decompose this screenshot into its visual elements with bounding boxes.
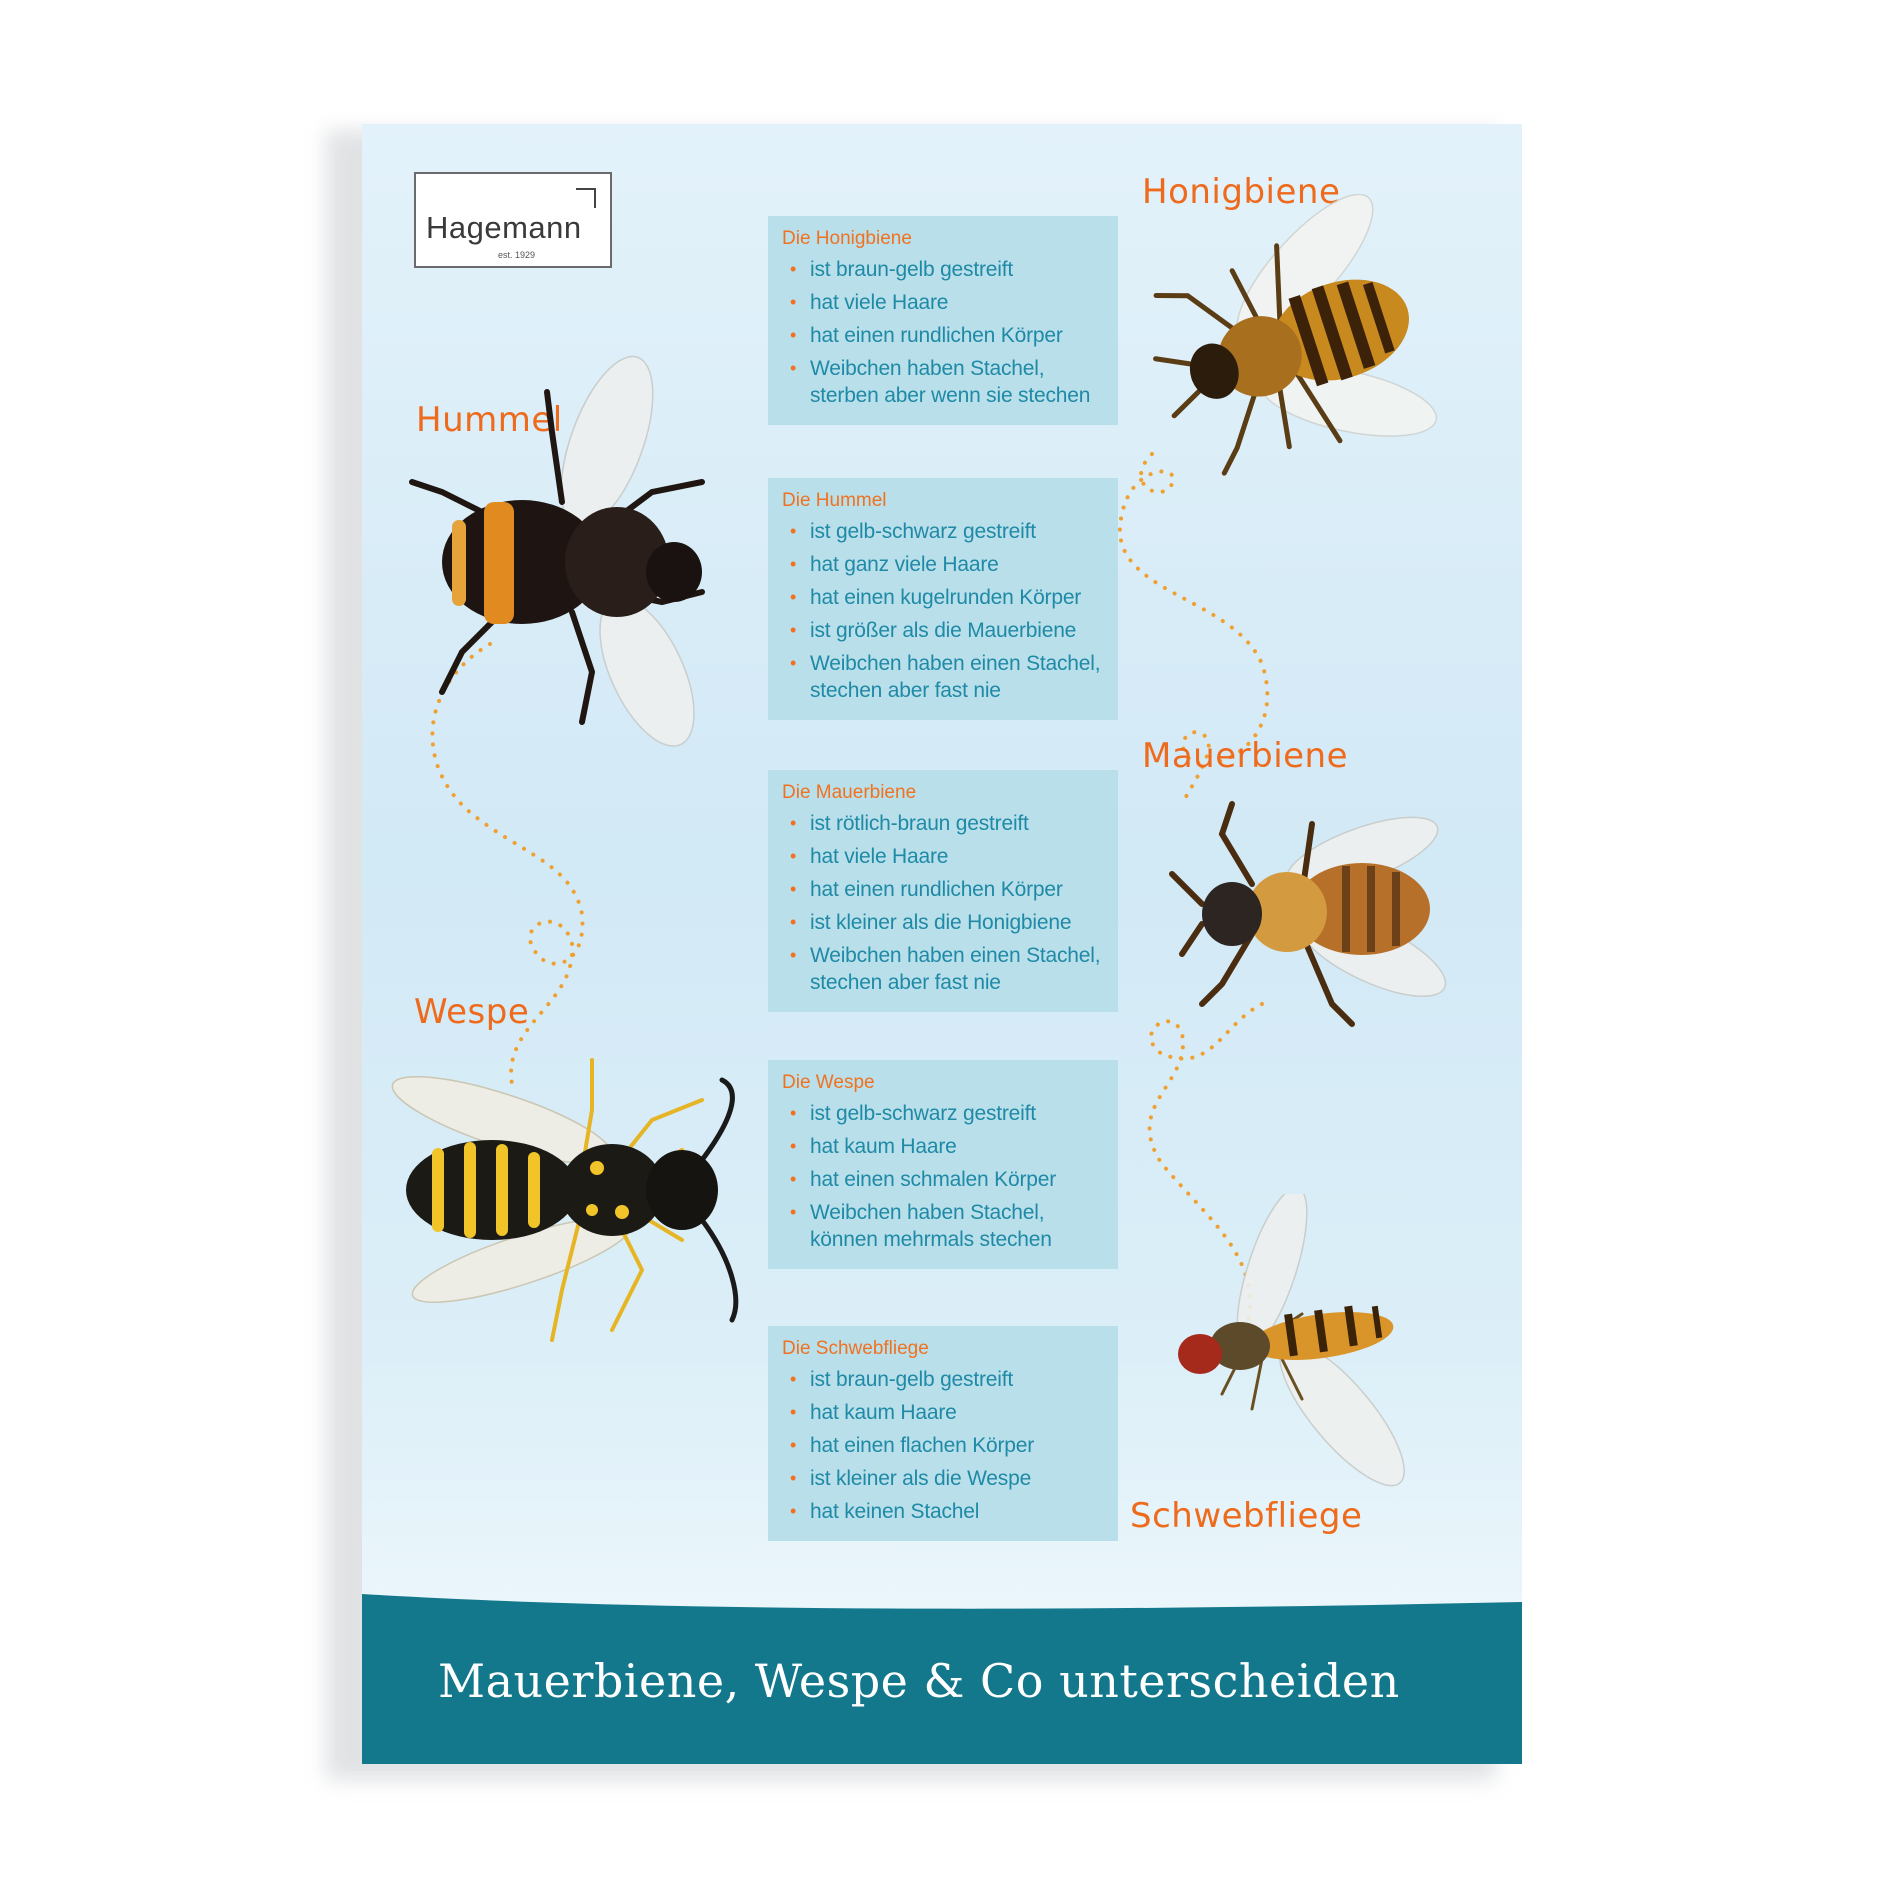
card-item: • hat einen rundlichen Körper <box>782 876 1104 903</box>
card-wespe <box>768 1060 1118 1269</box>
hagemann-logo <box>414 172 612 268</box>
poster <box>362 124 1522 1764</box>
wespe-image <box>382 1040 762 1370</box>
card-item: • hat ganz viele Haare <box>782 551 1104 578</box>
card-item: • hat keinen Stachel <box>782 1498 1104 1525</box>
card-title: Die Honigbiene <box>782 228 912 249</box>
label-schwebfliege: Schwebfliege <box>1130 1496 1363 1536</box>
card-item: • hat einen kugelrunden Körper <box>782 584 1104 611</box>
poster-title: Mauerbiene, Wespe & Co unterscheiden <box>438 1654 1400 1708</box>
card-item: • ist größer als die Mauerbiene <box>782 617 1104 644</box>
hummel-image <box>402 352 742 772</box>
card-item: • hat kaum Haare <box>782 1399 1104 1426</box>
card-item: • ist gelb-schwarz gestreift <box>782 518 1104 545</box>
mauerbiene-image <box>1162 784 1462 1044</box>
card-item: • ist kleiner als die Honigbiene <box>782 909 1104 936</box>
logo-name: Hagemann <box>426 210 582 245</box>
card-item: • Weibchen haben Stachel, können mehrmals stechen <box>782 1199 1104 1253</box>
card-title: Die Mauerbiene <box>782 782 917 803</box>
card-item: • hat einen flachen Körper <box>782 1432 1104 1459</box>
logo-est: est. 1929 <box>498 250 536 260</box>
card-item: • hat viele Haare <box>782 843 1104 870</box>
card-item: • ist rötlich-braun gestreift <box>782 810 1104 837</box>
card-item: • Weibchen haben Stachel, sterben aber wenn sie stechen <box>782 355 1104 409</box>
card-title: Die Schwebfliege <box>782 1338 929 1359</box>
card-honigbiene <box>768 216 1118 425</box>
card-item: • hat einen rundlichen Körper <box>782 322 1104 349</box>
card-mauerbiene <box>768 770 1118 1012</box>
card-item: • Weibchen haben einen Stachel, stechen aber fast nie <box>782 942 1104 996</box>
card-item: • ist braun-gelb gestreift <box>782 1366 1104 1393</box>
card-schwebfliege <box>768 1326 1118 1541</box>
card-item: • Weibchen haben einen Stachel, stechen aber fast nie <box>782 650 1104 704</box>
card-item: • hat kaum Haare <box>782 1133 1104 1160</box>
card-item: • ist gelb-schwarz gestreift <box>782 1100 1104 1127</box>
label-mauerbiene: Mauerbiene <box>1142 736 1349 776</box>
logo-corner-mark <box>576 188 596 208</box>
schwebfliege-image <box>1152 1194 1432 1494</box>
footer-band <box>362 1594 1522 1764</box>
label-hummel: Hummel <box>416 400 563 440</box>
card-item: • hat einen schmalen Körper <box>782 1166 1104 1193</box>
card-item: • ist braun-gelb gestreift <box>782 256 1104 283</box>
card-item: • hat viele Haare <box>782 289 1104 316</box>
label-wespe: Wespe <box>414 992 530 1032</box>
card-item: • ist kleiner als die Wespe <box>782 1465 1104 1492</box>
card-hummel <box>768 478 1118 720</box>
card-title: Die Hummel <box>782 490 887 511</box>
label-honigbiene: Honigbiene <box>1142 172 1341 212</box>
card-title: Die Wespe <box>782 1072 875 1093</box>
honigbiene-image <box>1138 194 1458 494</box>
